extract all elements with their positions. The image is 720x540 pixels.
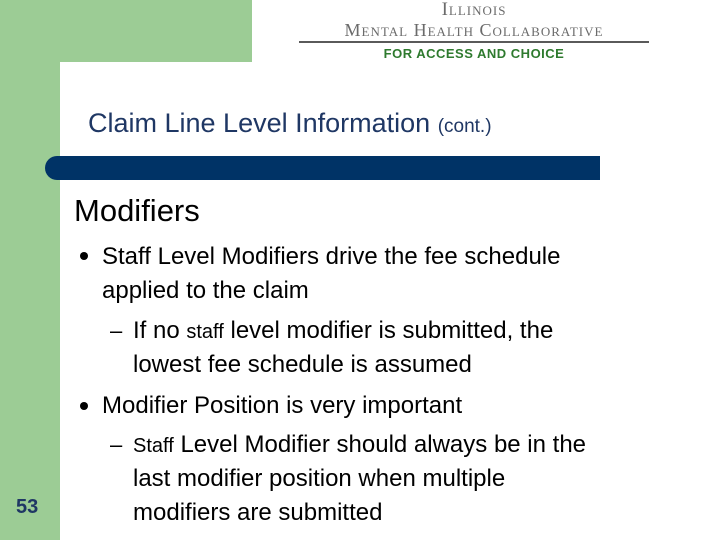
sub-bullet-dash-1: – (110, 318, 123, 343)
page-number: 53 (16, 496, 39, 518)
bullet-marker-1 (80, 252, 88, 260)
sub-bullet-2-line-2: last modifier position when multiple (133, 465, 506, 492)
slide-title-main: Claim Line Level Information (88, 108, 431, 138)
slide-title (88, 108, 492, 139)
logo-divider (299, 41, 649, 43)
sub-bullet-2-small-word: Staff (133, 435, 174, 457)
organization-logo (296, 0, 652, 66)
title-divider-bar (45, 156, 600, 180)
sub-bullet-2-line-1 (133, 430, 586, 461)
top-green-band (0, 0, 252, 62)
bullet-2-line-1: Modifier Position is very important (102, 392, 463, 419)
sub-bullet-dash-2: – (110, 432, 123, 457)
bullet-marker-2 (80, 402, 88, 410)
sub-bullet-1-small-word: staff (186, 321, 224, 343)
logo-name: Mental Health Collaborative (344, 20, 604, 40)
section-heading: Modifiers (74, 193, 200, 228)
sub-bullet-1-line-2: lowest fee schedule is assumed (133, 351, 472, 378)
logo-tagline: FOR ACCESS AND CHOICE (383, 46, 565, 61)
sub-bullet-1-rest: level modifier is submitted, the (223, 317, 554, 344)
bullet-1-line-2: applied to the claim (102, 277, 309, 304)
bullet-1-line-1: Staff Level Modifiers drive the fee schedule (102, 243, 561, 270)
sub-bullet-2-rest: Level Modifier should always be in the (173, 431, 587, 458)
sub-bullet-1-prefix: If no (133, 317, 187, 344)
sub-bullet-2-line-3: modifiers are submitted (133, 499, 383, 526)
sub-bullet-1-line-1 (133, 316, 553, 347)
slide-title-suffix: (cont.) (437, 116, 492, 137)
left-green-band (0, 0, 60, 540)
logo-state: Illinois (441, 0, 507, 20)
